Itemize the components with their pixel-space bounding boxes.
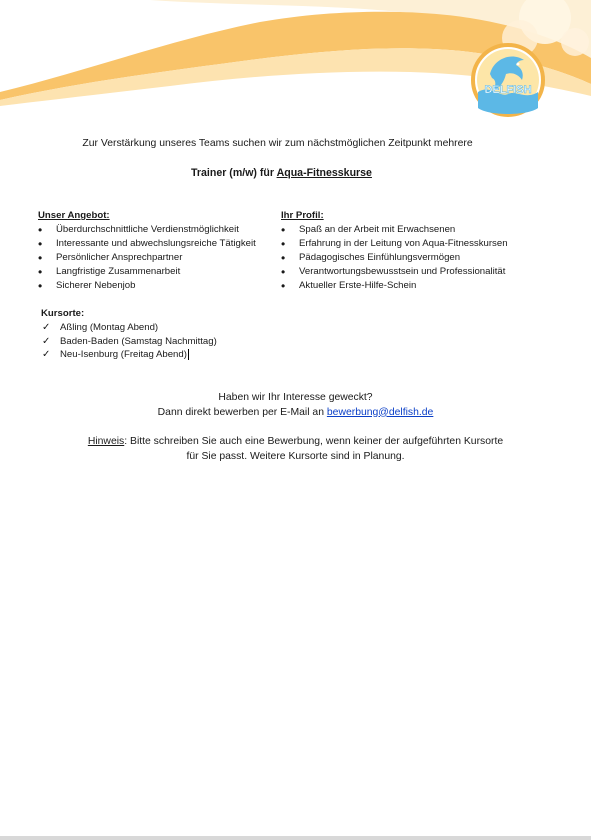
checkmark-icon: ✓ <box>42 349 51 361</box>
logo-text: DELFISH <box>484 84 532 96</box>
locations-list <box>41 321 217 362</box>
cta-apply-line <box>0 406 591 421</box>
cta-apply-text: Dann direkt bewerben per E-Mail an <box>157 406 327 418</box>
hint-label: Hinweis <box>87 436 125 447</box>
hint-note <box>0 435 591 464</box>
call-to-action <box>0 391 591 420</box>
cta-question: Haben wir Ihr Interesse geweckt? <box>218 392 373 403</box>
checkmark-icon: ✓ <box>42 335 51 347</box>
job-headline <box>0 167 563 179</box>
list-item: • Verantwortungsbewusstsein und Professionalität <box>281 265 508 279</box>
text-cursor <box>188 349 189 360</box>
checkmark-icon: ✓ <box>42 322 51 333</box>
profile-title: Ihr Profil: <box>281 210 324 221</box>
list-item: • Langfristige Zusammenarbeit <box>38 265 256 279</box>
locations-title: Kursorte: <box>41 308 85 319</box>
location-label: Aßling (Montag Abend) <box>60 322 159 333</box>
list-item: • Pädagogisches Einfühlungsvermögen <box>281 251 508 265</box>
list-item: • Erfahrung in der Leitung von Aqua-Fitnesskursen <box>281 237 508 251</box>
location-label: Neu-Isenburg (Freitag Abend) <box>60 349 187 361</box>
offer-list <box>38 223 256 293</box>
intro-text: Zur Verstärkung unseres Teams suchen wir zum nächstmöglichen Zeitpunkt mehrere <box>82 138 473 149</box>
list-item: • Persönlicher Ansprechpartner <box>38 251 256 265</box>
list-item: • Interessante und abwechslungsreiche Tätigkeit <box>38 237 256 251</box>
page-bottom-edge <box>0 836 591 840</box>
profile-list <box>281 223 508 293</box>
offer-section <box>38 210 256 293</box>
list-item <box>41 335 217 349</box>
list-item <box>41 348 217 362</box>
locations-section <box>41 308 217 362</box>
list-item: • Aktueller Erste-Hilfe-Schein <box>281 279 508 293</box>
headline-underlined: Aqua-Fitnesskurse <box>276 167 372 179</box>
list-item: • Spaß an der Arbeit mit Erwachsenen <box>281 223 508 237</box>
headline-prefix: Trainer (m/w) für <box>191 167 277 179</box>
hint-line-2: für Sie passt. Weitere Kursorte sind in Planung. <box>186 450 405 462</box>
list-item: • Sicherer Nebenjob <box>38 279 256 293</box>
email-link[interactable]: bewerbung@delfish.de <box>326 406 434 418</box>
list-item: • Überdurchschnittliche Verdienstmöglichkeit <box>38 223 256 237</box>
hint-text: : Bitte schreiben Sie auch eine Bewerbung, wenn keiner der aufgeführten Kursorte <box>124 436 504 447</box>
offer-title: Unser Angebot: <box>38 210 110 221</box>
list-item <box>41 321 217 335</box>
hint-line-1 <box>0 435 591 450</box>
location-label: Baden-Baden (Samstag Nachmittag) <box>60 335 217 347</box>
profile-section <box>281 210 508 293</box>
delfish-logo <box>470 38 545 122</box>
